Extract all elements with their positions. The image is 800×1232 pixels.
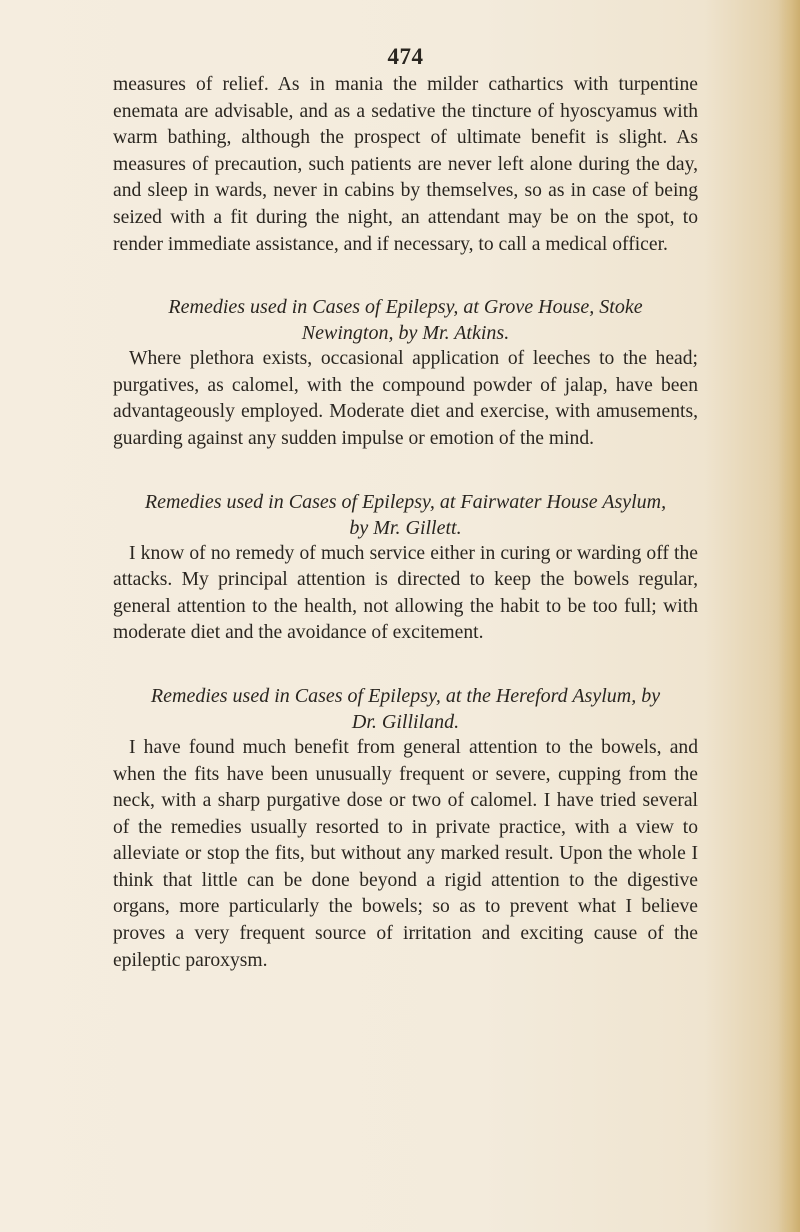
section-spacer (113, 258, 698, 294)
section-heading (113, 683, 698, 735)
section-grove-house (113, 294, 698, 452)
section-heading-line-2: Dr. Gilliland. (351, 710, 460, 733)
intro-paragraph: measures of relief. As in mania the milder cathartics with turpentine enemata are advisable, and as a sedative the tincture of hyoscyamus with warm bathing, although the prospect of ultimate benefit is slight. As measures of precaution, such patients are never left alone during the day, and sleep in wards, never in cabins by themselves, so as in case of being seized with a fit during the night, an attendant may be on the spot, to render immediate assistance, and if necessary, to call a medical officer. (113, 74, 698, 255)
section-heading-line-2: Newington, by Mr. Atkins. (301, 322, 510, 345)
section-body: I have found much benefit from general attention to the bowels, and when the fits have been unusually frequent or severe, cupping from the neck, with a sharp purgative dose or two of calomel. I have tried several of the remedies usually resorted to in private practice, with a view to alleviate or stop the fits, but without any marked result. Upon the whole I think that little can be done beyond a rigid attention to the digestive organs, more particularly the bowels; so as to prevent what I believe proves a very frequent source of irritation and exciting cause of the epileptic paroxysm. (113, 736, 698, 971)
section-body: I know of no remedy of much service either in curing or warding off the attacks. My principal attention is directed to keep the bowels regular, general attention to the health, not allowing the habit to be too full; with moderate diet and the avoidance of excitement. (113, 542, 698, 644)
page-edge-stain (778, 0, 800, 1232)
section-body: Where plethora exists, occasional application of leeches to the head; purgatives, as calomel, with the compound powder of jalap, have been advantageously employed. Moderate diet and exercise, with amusements, guarding against any sudden impulse or emotion of the mind. (113, 348, 698, 449)
section-heading-line-2: by Mr. Gillett. (349, 516, 462, 539)
page-number: 474 (387, 44, 424, 69)
page-content (113, 44, 698, 974)
section-spacer (113, 453, 698, 489)
section-heading-line-1: Remedies used in Cases of Epilepsy, at the Hereford Asylum, by (150, 684, 661, 707)
section-fairwater-house (113, 489, 698, 647)
section-spacer (113, 647, 698, 683)
section-heading (113, 489, 698, 541)
section-heading (113, 294, 698, 346)
section-heading-line-1: Remedies used in Cases of Epilepsy, at Fairwater House Asylum, (144, 490, 667, 513)
section-hereford-asylum (113, 683, 698, 974)
section-heading-line-1: Remedies used in Cases of Epilepsy, at Grove House, Stoke (168, 296, 643, 319)
